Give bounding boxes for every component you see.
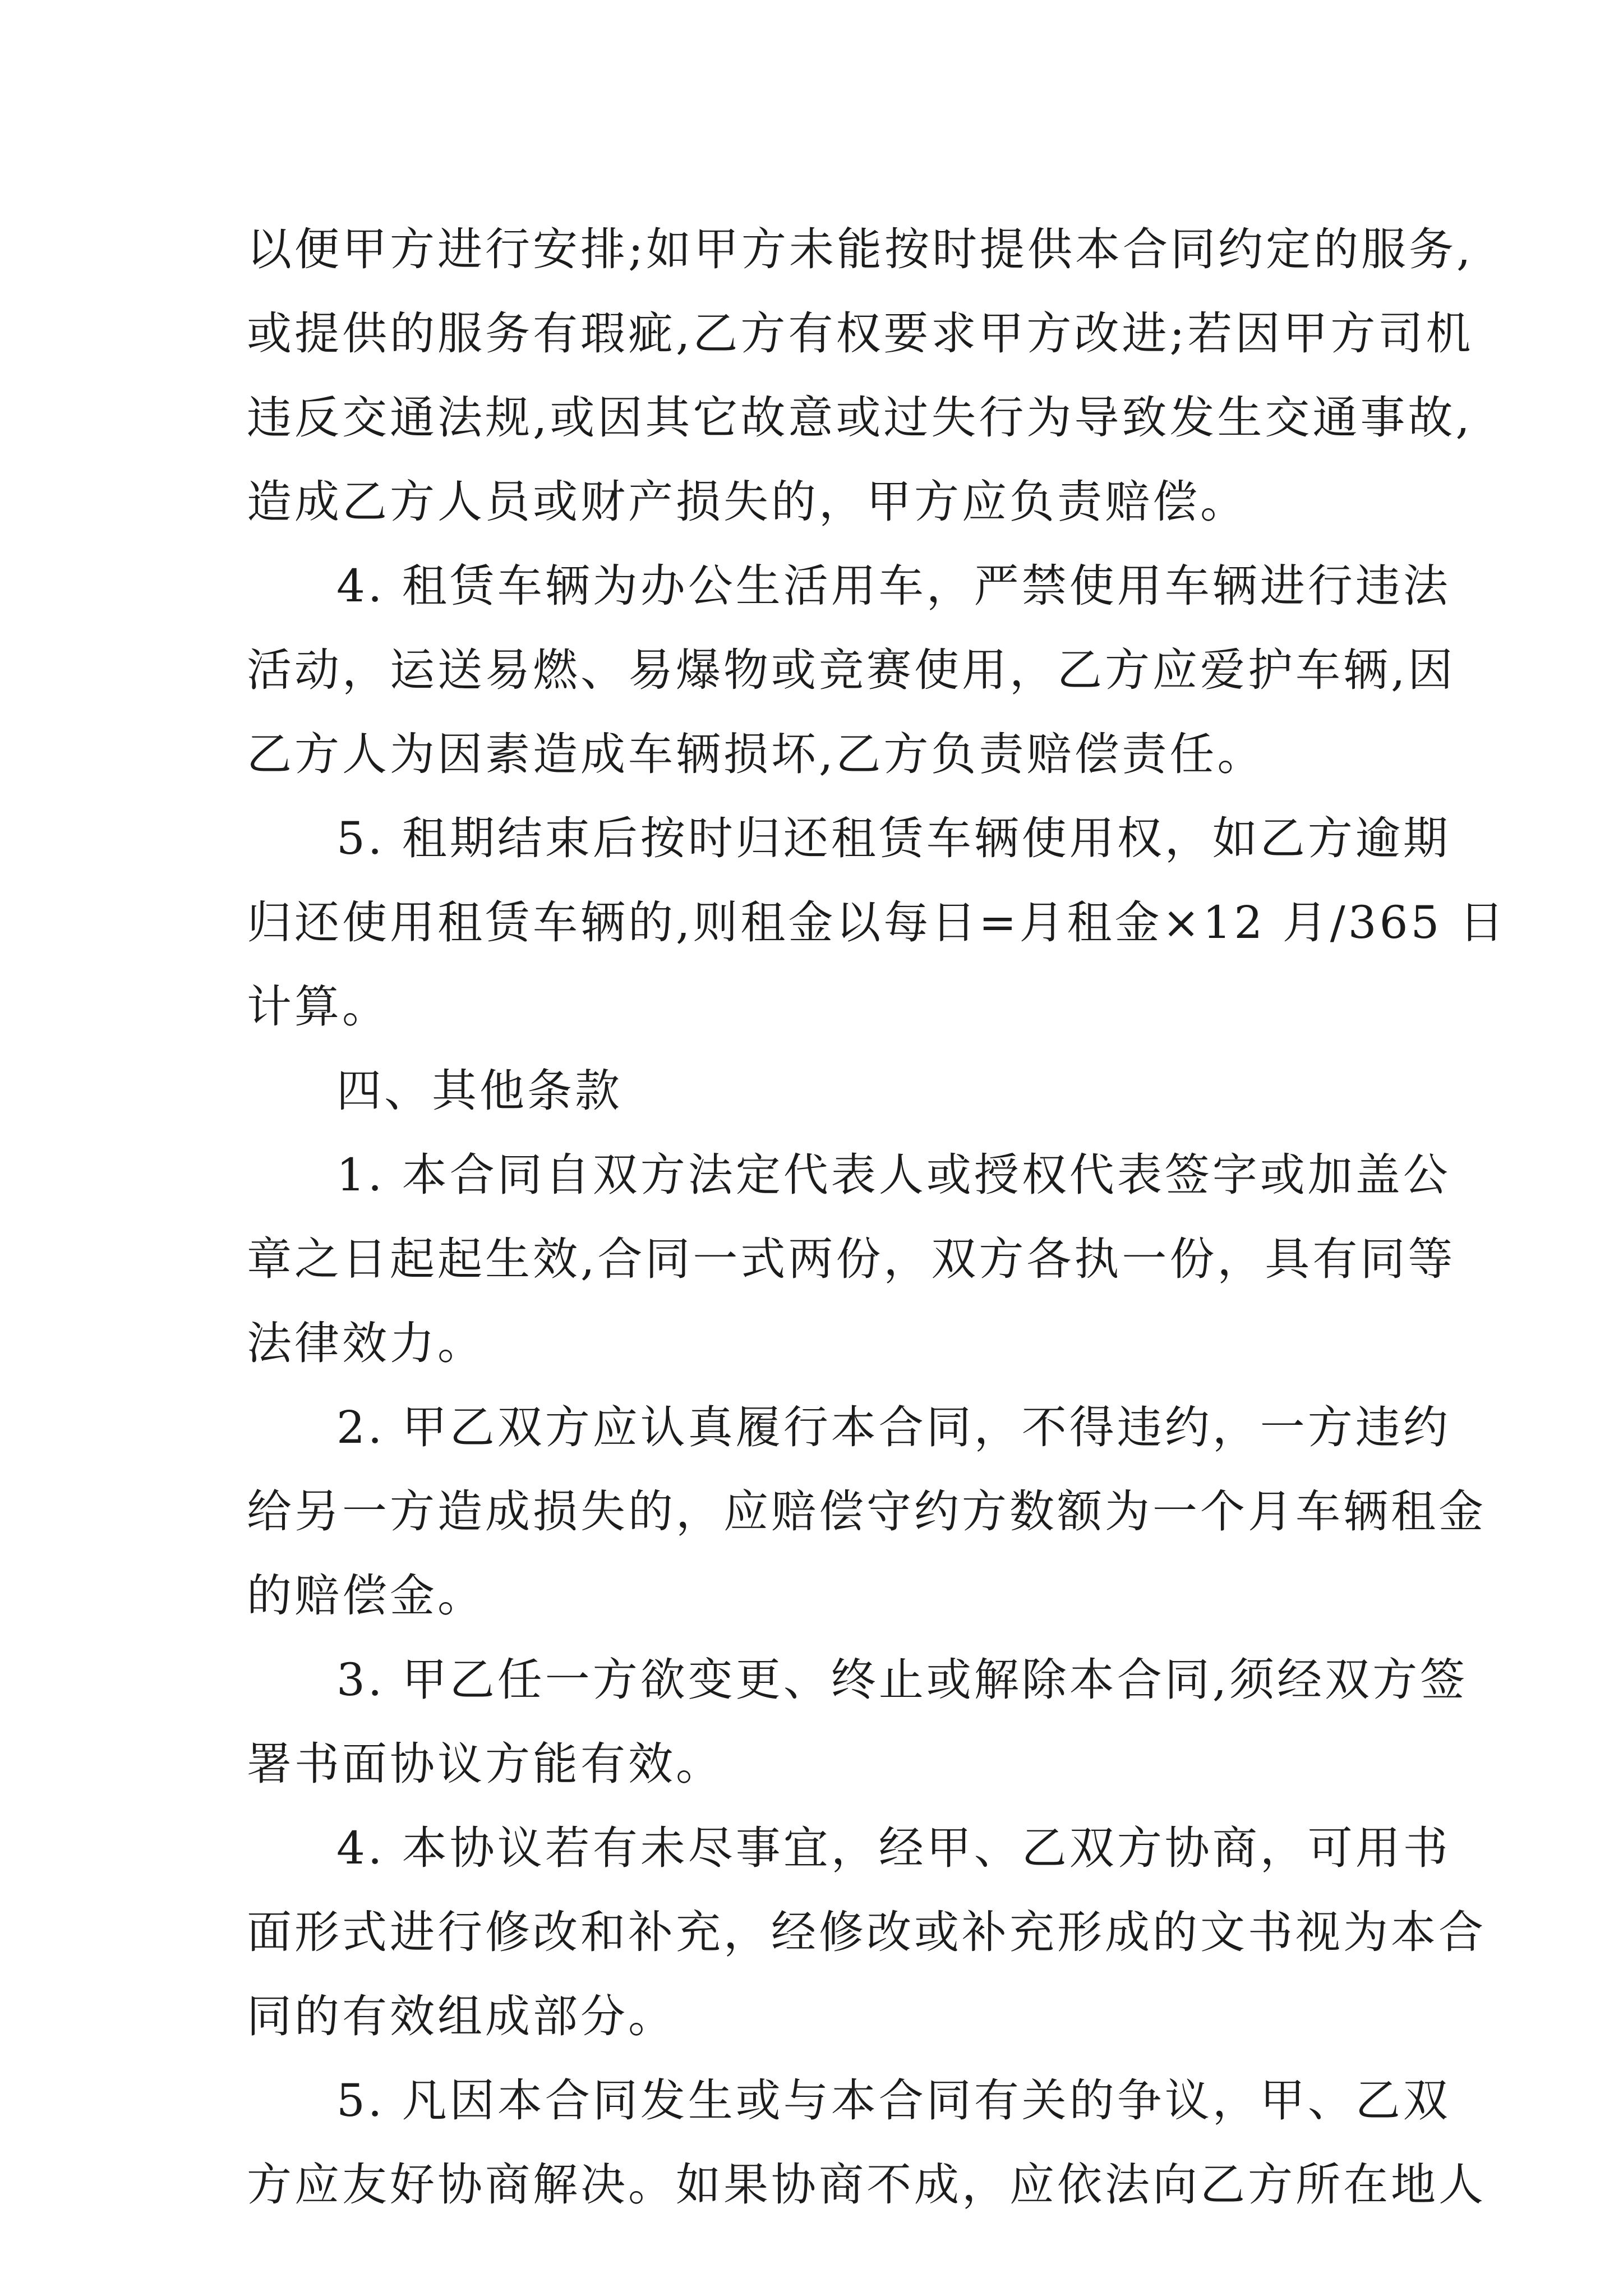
- clause-4-3-first-line: 3. 甲乙任一方欲变更、终止或解除本合同,须经双方签: [336, 1654, 1468, 1706]
- text-line: 署书面协议方能有效。: [247, 1738, 723, 1790]
- section-heading-other-terms: 四、其他条款: [336, 1065, 623, 1117]
- text-line: 给另一方造成损失的，应赔偿守约方数额为一个月车辆租金: [247, 1485, 1486, 1538]
- text-line: 归还使用租赁车辆的,则租金以每日=月租金×12 月/365 日: [247, 896, 1507, 949]
- clause-4-5-first-line: 5. 凡因本合同发生或与本合同有关的争议，甲、乙双: [336, 2074, 1451, 2127]
- text-line: 活动，运送易燃、易爆物或竞赛使用，乙方应爱护车辆,因: [247, 644, 1456, 696]
- text-line: 的赔偿金。: [247, 1570, 485, 1622]
- text-line: 方应友好协商解决。如果协商不成，应依法向乙方所在地人: [247, 2159, 1486, 2211]
- text-line: 违反交通法规,或因其它故意或过失行为导致发生交通事故,: [247, 392, 1473, 444]
- text-line: 同的有效组成部分。: [247, 1990, 676, 2042]
- text-line: 法律效力。: [247, 1317, 485, 1369]
- text-line: 面形式进行修改和补充，经修改或补充形成的文书视为本合: [247, 1906, 1486, 1958]
- text-line: 以便甲方进行安排;如甲方未能按时提供本合同约定的服务,: [247, 223, 1474, 275]
- clause-4-4-first-line: 4. 本协议若有未尽事宜，经甲、乙双方协商，可用书: [336, 1822, 1451, 1874]
- clause-4-2-first-line: 2. 甲乙双方应认真履行本合同，不得违约，一方违约: [336, 1401, 1451, 1453]
- text-line: 造成乙方人员或财产损失的，甲方应负责赔偿。: [247, 476, 1248, 528]
- clause-4-1-first-line: 1. 本合同自双方法定代表人或授权代表签字或加盖公: [336, 1149, 1451, 1201]
- clause-3-5-first-line: 5. 租期结束后按时归还租赁车辆使用权，如乙方逾期: [336, 812, 1451, 864]
- text-line: 章之日起起生效,合同一式两份，双方各执一份，具有同等: [247, 1233, 1456, 1285]
- text-line: 乙方人为因素造成车辆损坏,乙方负责赔偿责任。: [247, 728, 1265, 780]
- text-line: 或提供的服务有瑕疵,乙方有权要求甲方改进;若因甲方司机: [247, 307, 1474, 360]
- text-line: 计算。: [247, 981, 390, 1033]
- contract-body: [247, 208, 1507, 2227]
- clause-3-4-first-line: 4. 租赁车辆为办公生活用车，严禁使用车辆进行违法: [336, 560, 1451, 612]
